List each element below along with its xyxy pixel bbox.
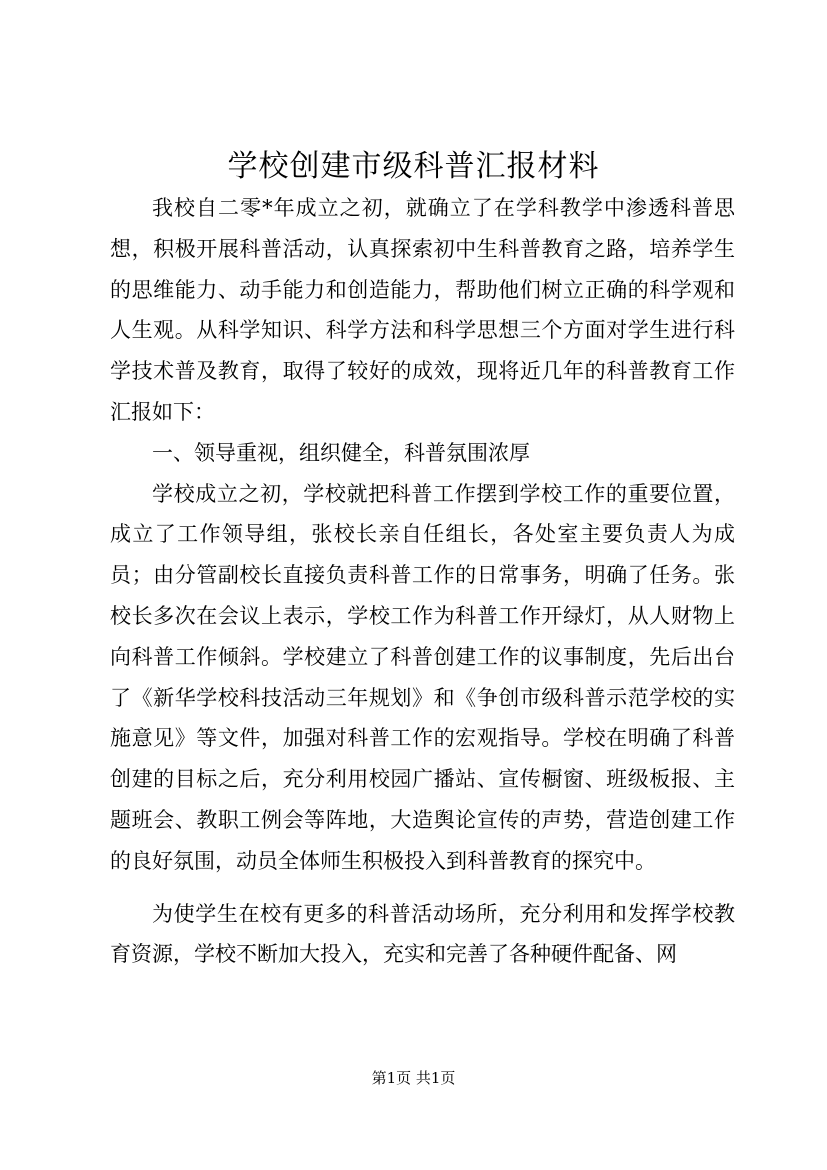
paragraph-leadership: 学校成立之初，学校就把科普工作摆到学校工作的重要位置，成立了工作领导组，张校长亲自任组长，各处室主要负责人为成员；由分管副校长直接负责科普工作的日常事务，明确了任务。张校长多次在会议上表示，学校工作为科普工作开绿灯，从人财物上向科普工作倾斜。学校建立了科普创建工作的议事制度，先后出台了《新华学校科技活动三年规划》和《争创市级科普示范学校的实施意见》等文件，加强对科普工作的宏观指导。学校在明确了科普创建的目标之后，充分利用校园广播站、宣传橱窗、班级板报、主题班会、教职工例会等阵地，大造舆论宣传的声势，营造创建工作的良好氛围，动员全体师生积极投入到科普教育的探究中。	[110, 481, 735, 873]
paragraph-resources: 为使学生在校有更多的科普活动场所，充分利用和发挥学校教育资源，学校不断加大投入，充实和完善了各种硬件配备、网	[110, 901, 735, 967]
document-title: 学校创建市级科普汇报材料	[227, 149, 600, 184]
page-number-footer: 第1页 共1页	[371, 1069, 456, 1087]
document-body	[110, 188, 735, 975]
section-heading-1: 一、领导重视，组织健全，科普氛围浓厚	[152, 440, 530, 465]
paragraph-intro: 我校自二零*年成立之初，就确立了在学科教学中渗透科普思想，积极开展科普活动，认真探索初中生科普教育之路，培养学生的思维能力、动手能力和创造能力，帮助他们树立正确的科学观和人生观。从科学知识、科学方法和科学思想三个方面对学生进行科学技术普及教育，取得了较好的成效，现将近几年的科普教育工作汇报如下：	[110, 196, 735, 424]
